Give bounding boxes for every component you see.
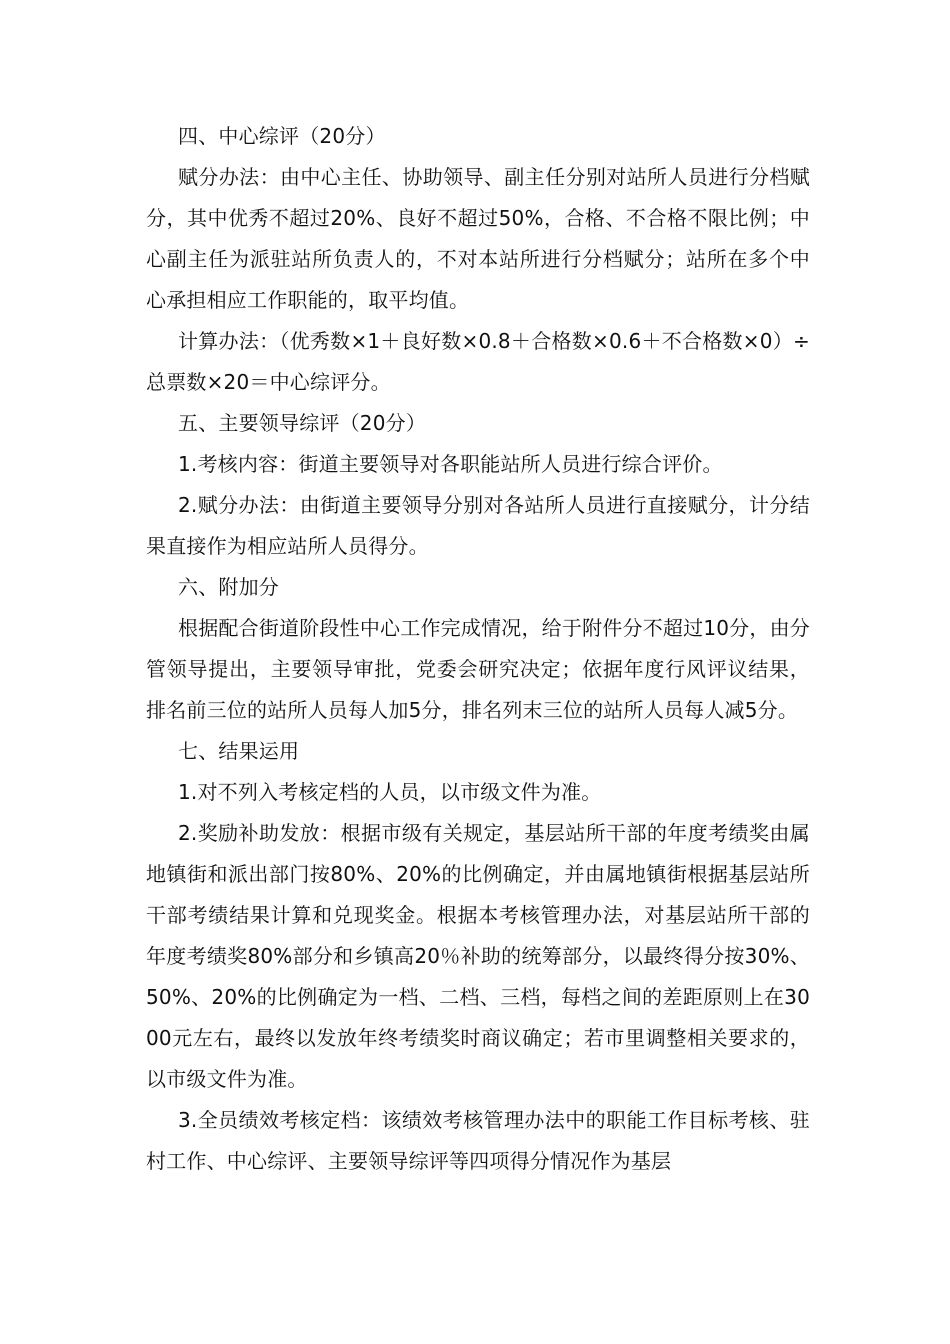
section-heading-leader-review: 五、主要领导综评（20分） <box>178 411 427 435</box>
section-heading-bonus-points: 六、附加分 <box>178 575 279 599</box>
paragraph-bonus-points: 根据配合街道阶段性中心工作完成情况，给于附件分不超过10分，由分管领导提出，主要领导审批，党委会研究决定；依据年度行风评议结果，排名前三位的站所人员每人加5分，排名列末三位的站所人员每人减5分。 <box>146 616 810 722</box>
section-heading-result-application: 七、结果运用 <box>178 739 300 763</box>
document-body <box>146 116 810 1182</box>
paragraph-performance-grading: 3.全员绩效考核定档：该绩效考核管理办法中的职能工作目标考核、驻村工作、中心综评、主要领导综评等四项得分情况作为基层 <box>146 1108 810 1173</box>
paragraph-excluded-personnel: 1.对不列入考核定档的人员，以市级文件为准。 <box>178 780 602 804</box>
paragraph-calculation-method: 计算办法：（优秀数×1＋良好数×0.8＋合格数×0.6＋不合格数×0）÷总票数×20＝中心综评分。 <box>146 329 810 394</box>
paragraph-scoring-method: 赋分办法：由中心主任、协助领导、副主任分别对站所人员进行分档赋分，其中优秀不超过20%、良好不超过50%，合格、不合格不限比例；中心副主任为派驻站所负责人的，不对本站所进行分档赋分；站所在多个中心承担相应工作职能的，取平均值。 <box>146 165 810 312</box>
paragraph-leader-scoring-method: 2.赋分办法：由街道主要领导分别对各站所人员进行直接赋分，计分结果直接作为相应站所人员得分。 <box>146 493 810 558</box>
paragraph-assessment-content: 1.考核内容：街道主要领导对各职能站所人员进行综合评价。 <box>178 452 723 476</box>
section-heading-center-review: 四、中心综评（20分） <box>178 124 386 148</box>
paragraph-reward-distribution: 2.奖励补助发放：根据市级有关规定，基层站所干部的年度考绩奖由属地镇街和派出部门按80%、20%的比例确定，并由属地镇街根据基层站所干部考绩结果计算和兑现奖金。根据本考核管理办法，对基层站所干部的年度考绩奖80%部分和乡镇高20％补助的统筹部分，以最终得分按30%、50%、20%的比例确定为一档、二档、三档，每档之间的差距原则上在3000元左右，最终以发放年终考绩奖时商议确定；若市里调整相关要求的，以市级文件为准。 <box>146 821 810 1091</box>
